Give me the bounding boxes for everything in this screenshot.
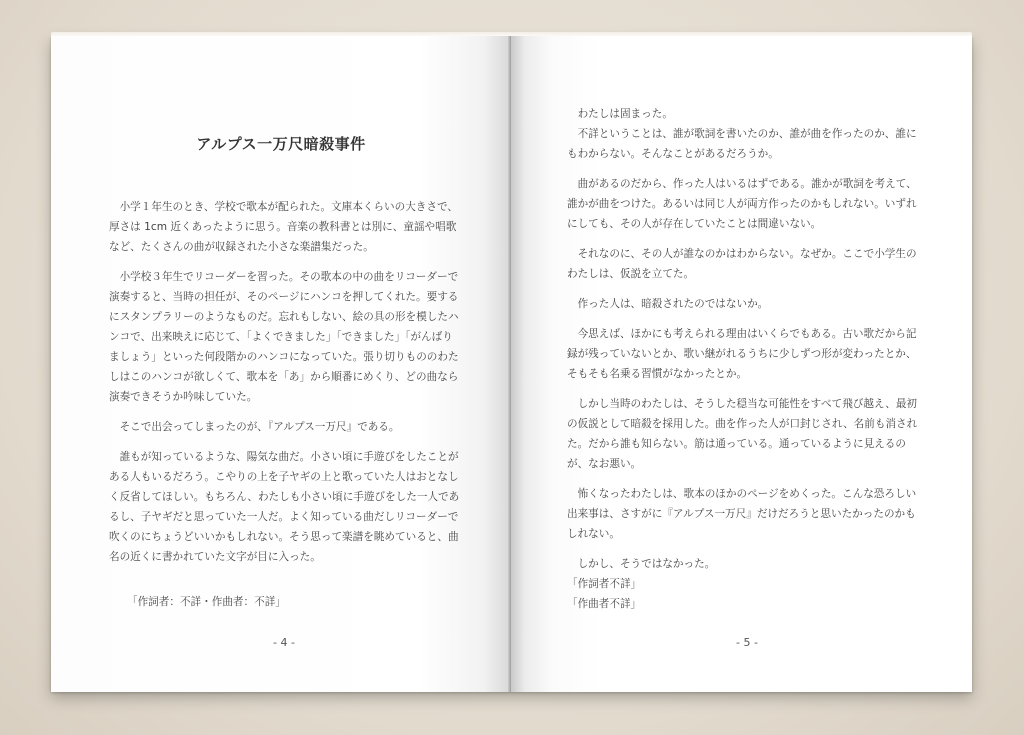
page-number-left: - 4 - — [273, 636, 295, 649]
right-page — [511, 36, 972, 692]
paragraph: 怖くなったわたしは、歌本のほかのページをめくった。こんな恐ろしい出来事は、さすがに『アルプス一万尺』だけだろうと思いたかったのかもしれない。 — [567, 488, 917, 540]
paragraph: わたしは固まった。 不詳ということは、誰が歌詞を書いたのか、誰が曲を作ったのか、誰にもわからない。そんなことがあるだろうか。 — [567, 108, 917, 160]
open-book — [51, 36, 972, 692]
paragraph: それなのに、その人が誰なのかはわからない。なぜか。ここで小学生のわたしは、仮説を立てた。 — [567, 248, 917, 280]
left-page — [51, 36, 511, 692]
song-credit: 「作詞者：不詳・作曲者：不詳」 — [127, 596, 286, 608]
paragraph: 作った人は、暗殺されたのではないか。 — [567, 298, 769, 310]
paragraph: しかし、そうではなかった。 「作詞者不詳」 「作曲者不詳」 — [567, 558, 716, 610]
paragraph: しかし当時のわたしは、そうした穏当な可能性をすべて飛び越え、最初の仮説として暗殺を採用した。曲を作った人が口封じされ、名前も消された。だから誰も知らない。筋は通っている。通っているように見えるのが、なお悪い。 — [567, 398, 918, 470]
right-page-body — [567, 104, 921, 614]
left-page-body — [109, 197, 463, 577]
paragraph: 小学校３年生でリコーダーを習った。その歌本の中の曲をリコーダーで演奏すると、当時の担任が、そのページにハンコを押してくれた。要するにスタンプラリーのようなものだ。忘れもしない、絵の具の形を模したハンコで、出来映えに応じて、「よくできました」「できました」「がんばりましょう」といった何段階かのハンコになっていた。張り切りもののわたしはこのハンコが欲しくて、歌本を「あ」から順番にめくり、どの曲なら演奏できそうか吟味していた。 — [109, 271, 459, 403]
paragraph: 曲があるのだから、作った人はいるはずである。誰かが歌詞を考えて、誰かが曲をつけた。あるいは同じ人が両方作ったのかもしれない。いずれにしても、その人が存在していたことは間違いない。 — [567, 178, 917, 230]
chapter-title: アルプス一万尺暗殺事件 — [196, 135, 366, 153]
paragraph: 小学１年生のとき、学校で歌本が配られた。文庫本くらいの大きさで、厚さは 1cm 近くあったように思う。音楽の教科書とは別に、童謡や唱歌など、たくさんの曲が収録された小さな楽譜集だった。 — [109, 201, 458, 253]
page-number-right: - 5 - — [736, 636, 758, 649]
paragraph: そこで出会ってしまったのが、『アルプス一万尺』である。 — [109, 421, 400, 433]
paragraph: 誰もが知っているような、陽気な曲だ。小さい頃に手遊びをしたことがある人もいるだろう。こやりの上を子ヤギの上と歌っていた人はおとなしく反省してほしい。もちろん、わたしも小さい頃に手遊びをした一人であるし、子ヤギだと思っていた一人だ。よく知っている曲だしリコーダーで吹くのにちょうどいいかもしれない。そう思って楽譜を眺めていると、曲名の近くに書かれていた文字が目に入った。 — [109, 451, 460, 563]
paragraph: 今思えば、ほかにも考えられる理由はいくらでもある。古い歌だから記録が残っていないとか、歌い継がれるうちに少しずつ形が変わったとか、そもそも名乗る習慣がなかったとか。 — [567, 328, 917, 380]
